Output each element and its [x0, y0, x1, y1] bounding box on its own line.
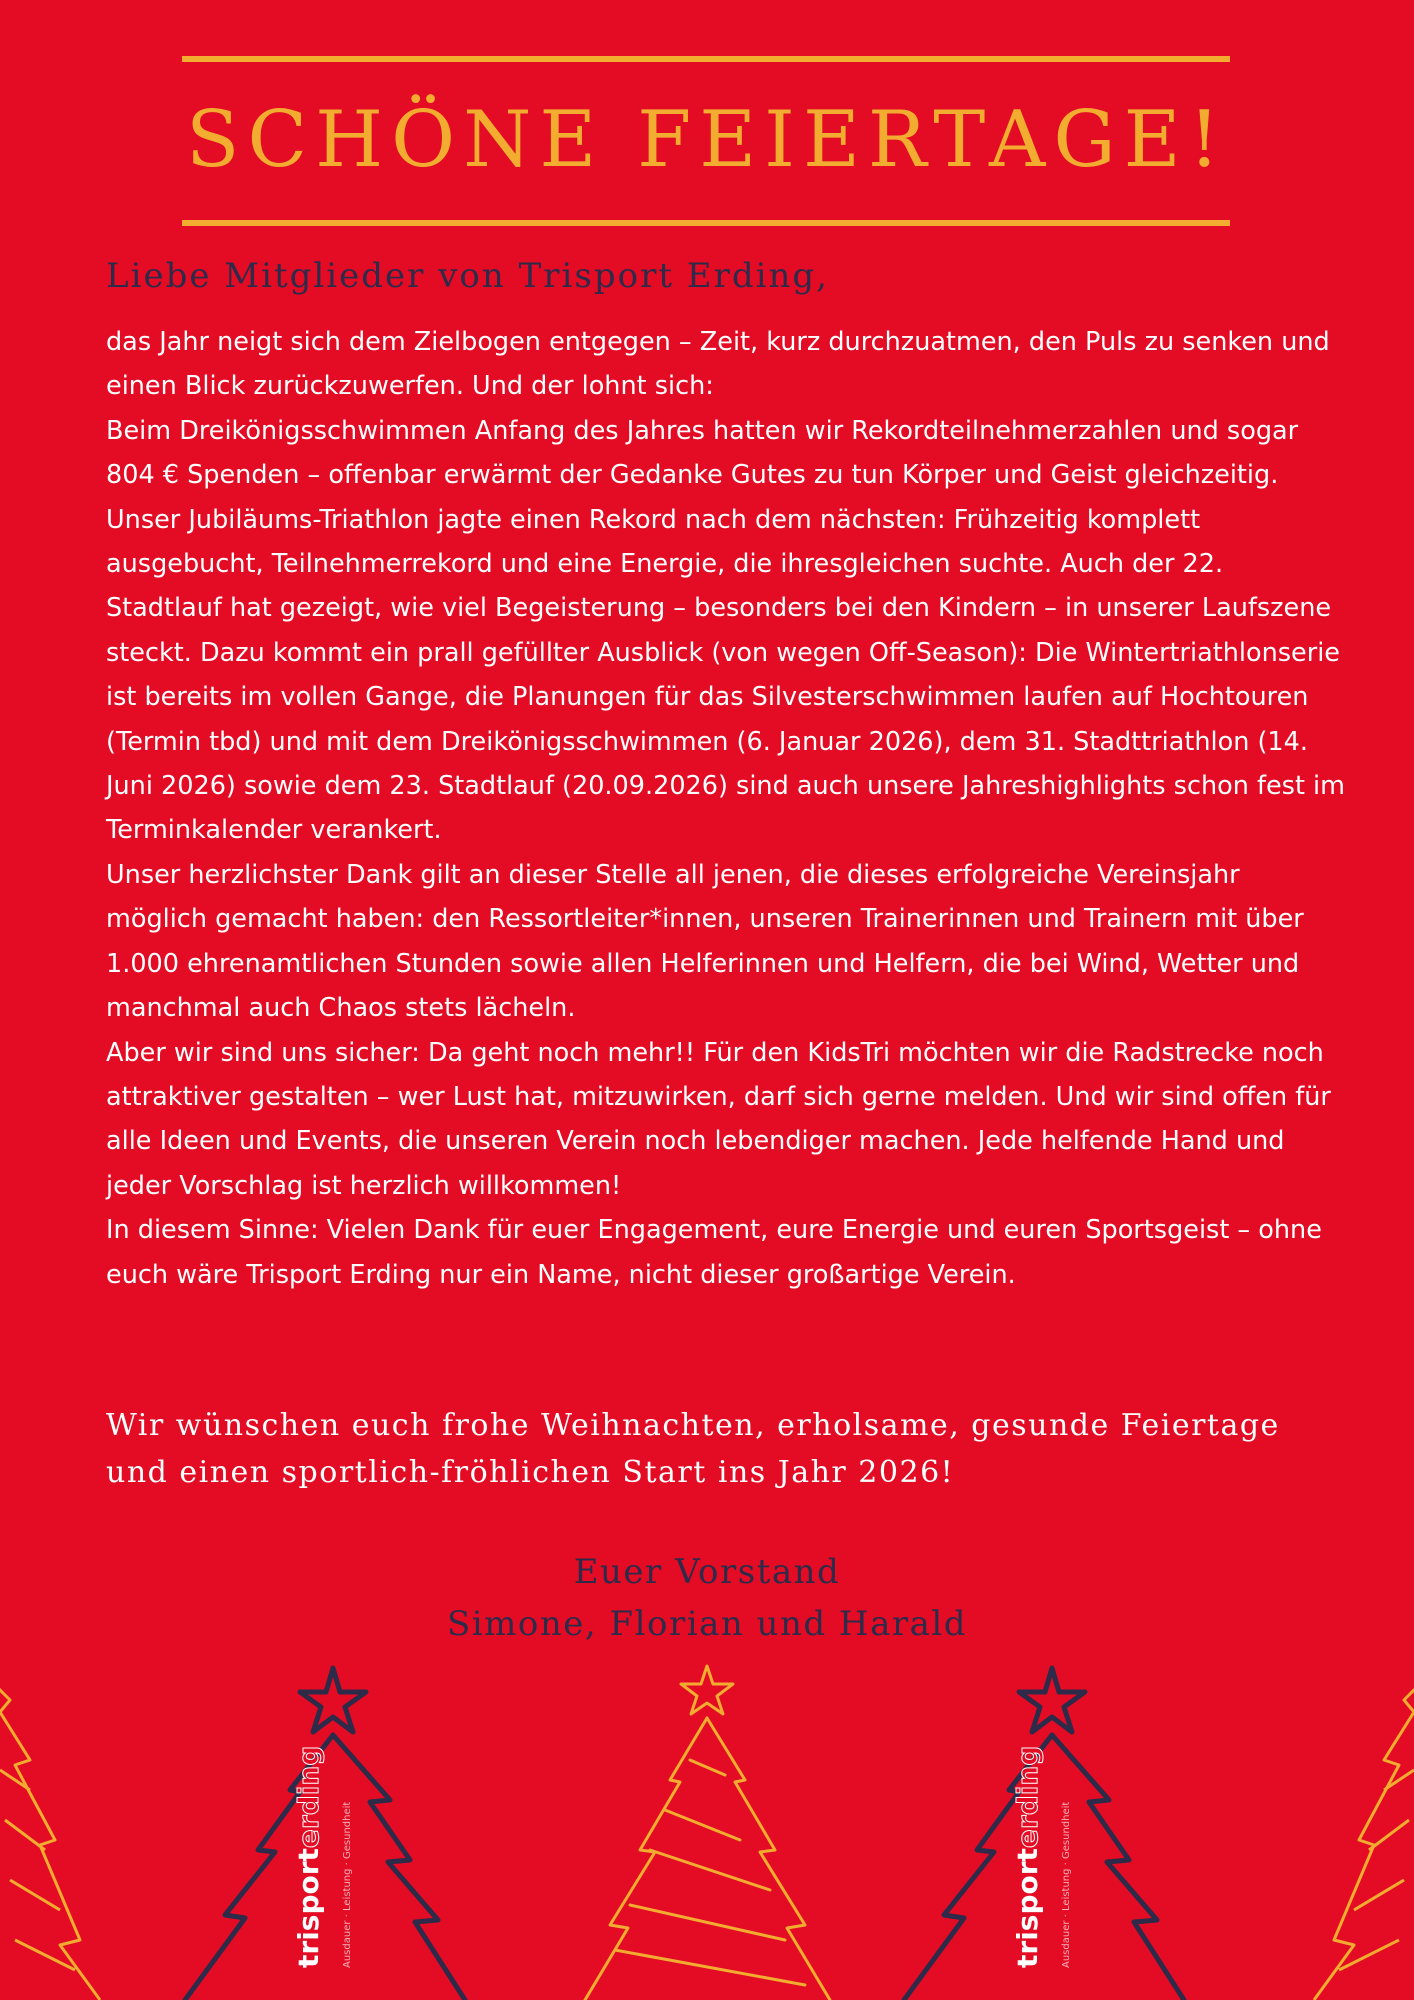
trisport-logo: [1011, 1746, 1072, 1968]
paragraph: Aber wir sind uns sicher: Da geht noch mehr!! Für den KidsTri möchten wir die Radstrecke noch attraktiver gestalten – wer Lust hat, mitzuwirken, darf sich gerne melden. Und wir sind offen für alle Ideen und Events, die unseren Verein noch lebendiger machen. Jede helfende Hand und jeder Vorschlag ist herzlich willkommen!: [106, 1037, 1331, 1201]
page-title: SCHÖNE FEIERTAGE!: [186, 95, 1228, 185]
signoff-line-names: Simone, Florian und Harald: [447, 1604, 967, 1644]
gold-tree-icon: [1314, 1680, 1414, 2000]
paragraph: das Jahr neigt sich dem Zielbogen entgegen – Zeit, kurz durchzuatmen, den Puls zu senken und einen Blick zurückzuwerfen. Und der lohnt sich:: [106, 327, 1330, 402]
paragraph: Unser herzlichster Dank gilt an dieser Stelle all jenen, die dieses erfolgreiche Vereinsjahr möglich gemacht haben: den Ressortleiter*innen, unseren Trainerinnen und Trainern mit über 1.000 ehrenamtlichen Stunden sowie allen Helferinnen und Helfern, die bei Wind, Wetter und manchmal auch Chaos stets lächeln.: [106, 859, 1304, 1024]
trisport-logo: [292, 1746, 353, 1968]
logo-brand-b: erding: [1011, 1745, 1044, 1849]
greeting: Liebe Mitglieder von Trisport Erding,: [106, 256, 829, 296]
top-rule: [182, 56, 1230, 62]
title-underline-rule: [182, 220, 1230, 226]
signoff: [0, 1546, 1414, 1650]
letter-body: [106, 320, 1346, 1297]
paragraph: In diesem Sinne: Vielen Dank für euer Engagement, eure Energie und euren Sportsgeist – ohne euch wäre Trisport Erding nur ein Name, nicht dieser großartige Verein.: [106, 1215, 1322, 1290]
svg-text:trisporterding: [292, 1746, 325, 1968]
holiday-wish: Wir wünschen euch frohe Weihnachten, erholsame, gesunde Feiertage und einen sportlich-fröhlichen Start ins Jahr 2026!: [106, 1408, 1280, 1490]
svg-text:trisporterding: [1011, 1746, 1044, 1968]
navy-tree-icon: [904, 1668, 1184, 2000]
gold-tree-icon: [0, 1680, 100, 2000]
navy-tree-icon: [185, 1668, 465, 2000]
logo-brand-a: trisport: [292, 1848, 325, 1968]
logo-tagline: Ausdauer · Leistung · Gesundheit: [342, 1801, 353, 1968]
signoff-line-board: Euer Vorstand: [573, 1552, 841, 1592]
gold-tree-icon: [585, 1666, 830, 2000]
christmas-trees-decoration: [0, 1650, 1414, 2000]
logo-brand-a: trisport: [1011, 1848, 1044, 1968]
paragraph: Beim Dreikönigsschwimmen Anfang des Jahres hatten wir Rekordteilnehmerzahlen und sogar 804 € Spenden – offenbar erwärmt der Gedanke Gutes zu tun Körper und Geist gleichzeitig. Unser Jubiläums-Triathlon jagte einen Rekord nach dem nächsten: Frühzeitig komplett ausgebucht, Teilnehmerrekord und eine Energie, die ihresgleichen suchte. Auch der 22. Stadtlauf hat gezeigt, wie viel Begeisterung – besonders bei den Kindern – in unserer Laufszene steckt. Dazu kommt ein prall gefüllter Ausblick (von wegen Off-Season): Die Wintertriathlonserie ist bereits im vollen Gange, die Planungen für das Silvesterschwimmen laufen auf Hochtouren (Termin tbd) und mit dem Dreikönigsschwimmen (6. Januar 2026), dem 31. Stadttriathlon (14. Juni 2026) sowie dem 23. Stadtlauf (20.09.2026) sind auch unsere Jahreshighlights schon fest im Terminkalender verankert.: [106, 415, 1345, 846]
logo-brand-b: erding: [292, 1745, 325, 1849]
logo-tagline: Ausdauer · Leistung · Gesundheit: [1061, 1801, 1072, 1968]
